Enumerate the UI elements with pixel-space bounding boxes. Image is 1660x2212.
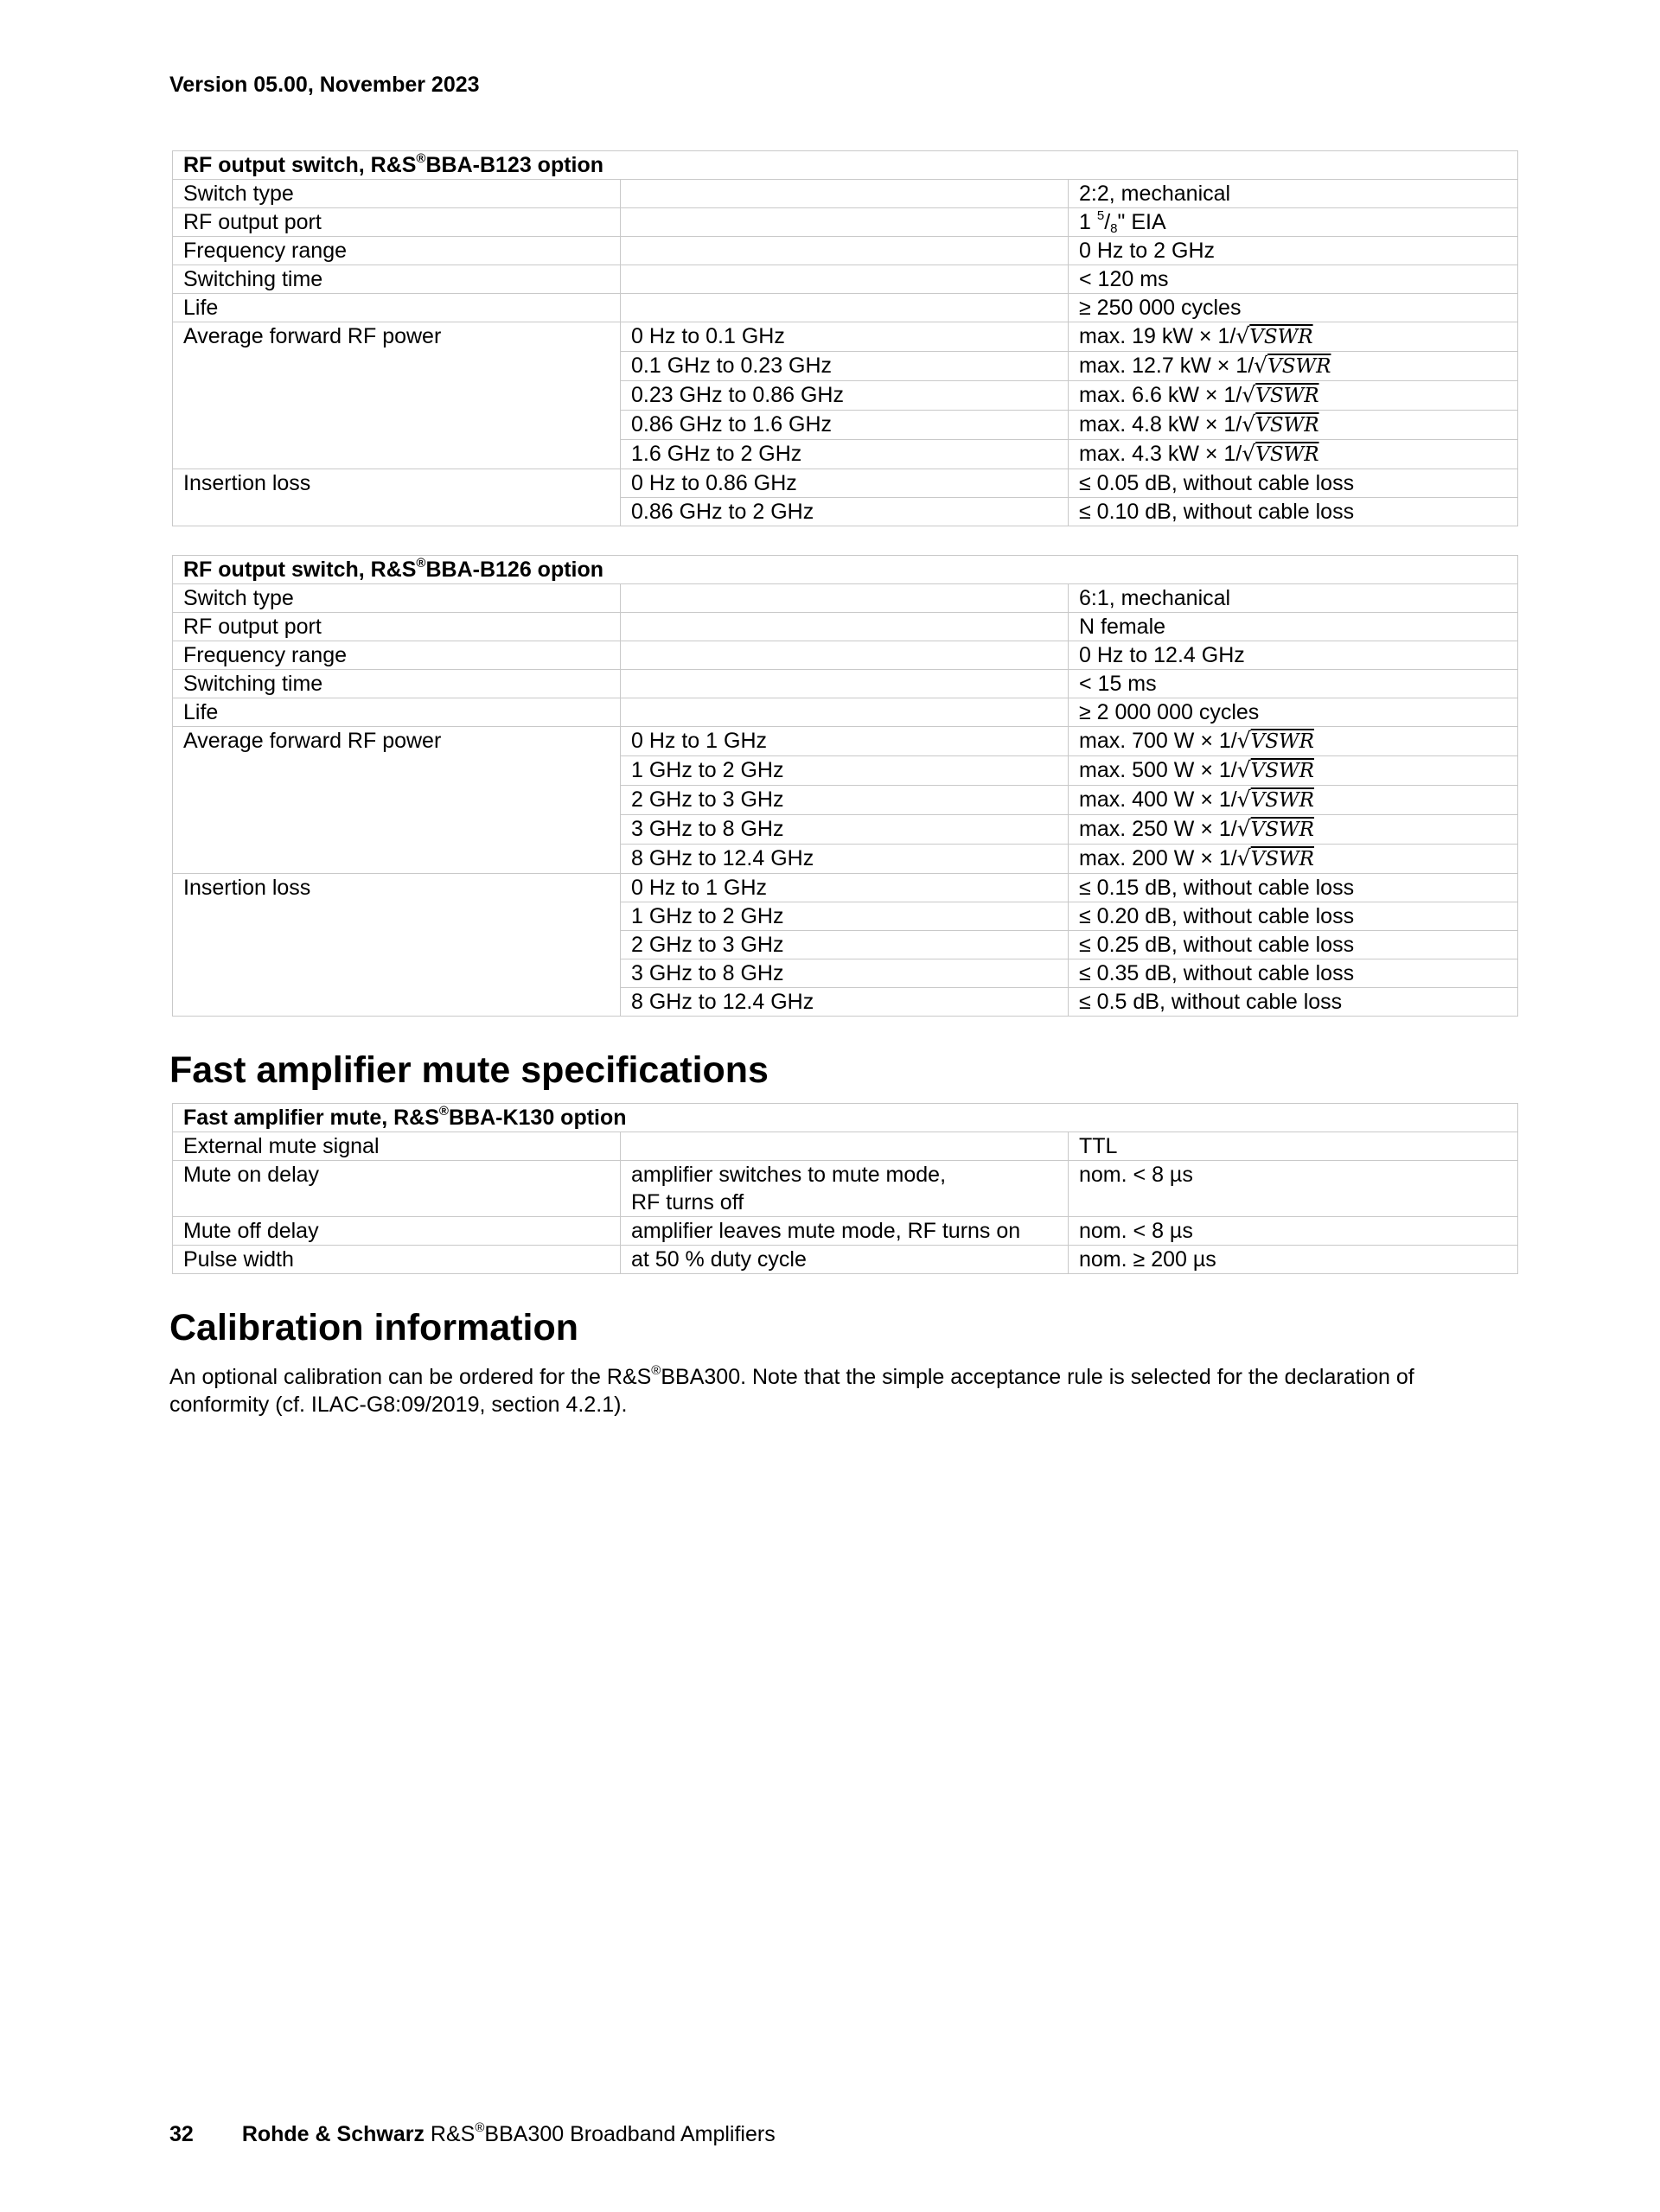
- row-label: Switch type: [173, 180, 621, 208]
- row-value: nom. ≥ 200 µs: [1069, 1246, 1518, 1274]
- table-row: [173, 411, 1518, 440]
- table-title: Fast amplifier mute, R&S®BBA-K130 option: [173, 1104, 1518, 1132]
- row-label: Average forward RF power: [173, 727, 621, 756]
- table-row: [173, 498, 1518, 526]
- table-row: [173, 180, 1518, 208]
- row-value: max. 250 W × 1/√VSWR: [1069, 815, 1518, 845]
- row-label: Mute off delay: [173, 1217, 621, 1246]
- row-condition: 8 GHz to 12.4 GHz: [621, 988, 1069, 1017]
- spec-table-b126: [172, 555, 1518, 1017]
- section-heading-calibration: Calibration information: [169, 1307, 578, 1348]
- row-value: ≤ 0.15 dB, without cable loss: [1069, 874, 1518, 902]
- table-row: [173, 1217, 1518, 1246]
- section-heading-mute: Fast amplifier mute specifications: [169, 1049, 769, 1091]
- calibration-text: An optional calibration can be ordered for the R&S®BBA300. Note that the simple acceptance rule is selected for the declaration of conformity (cf. ILAC-G8:09/2019, section 4.2.1).: [169, 1363, 1414, 1417]
- row-label: Insertion loss: [173, 469, 621, 498]
- row-value: < 15 ms: [1069, 670, 1518, 698]
- table-row: [173, 1132, 1518, 1161]
- row-value: ≤ 0.20 dB, without cable loss: [1069, 902, 1518, 931]
- table-row: [173, 237, 1518, 265]
- row-condition: 1 GHz to 2 GHz: [621, 902, 1069, 931]
- row-value: ≥ 250 000 cycles: [1069, 294, 1518, 322]
- table-row: [173, 988, 1518, 1017]
- table-title-row: [173, 151, 1518, 180]
- row-condition: 2 GHz to 3 GHz: [621, 786, 1069, 815]
- table-row: [173, 815, 1518, 845]
- row-condition: 1.6 GHz to 2 GHz: [621, 440, 1069, 469]
- document-version: Version 05.00, November 2023: [169, 73, 480, 97]
- row-value: max. 700 W × 1/√VSWR: [1069, 727, 1518, 756]
- row-label: Life: [173, 698, 621, 727]
- row-value: ≤ 0.5 dB, without cable loss: [1069, 988, 1518, 1017]
- table-title-row: [173, 1104, 1518, 1132]
- table-row: [173, 756, 1518, 786]
- row-value: 2:2, mechanical: [1069, 180, 1518, 208]
- row-value: max. 4.3 kW × 1/√VSWR: [1069, 440, 1518, 469]
- table-title: RF output switch, R&S®BBA-B126 option: [173, 556, 1518, 584]
- row-value: ≤ 0.25 dB, without cable loss: [1069, 931, 1518, 959]
- table-row: [173, 727, 1518, 756]
- row-condition: 3 GHz to 8 GHz: [621, 815, 1069, 845]
- row-condition: amplifier switches to mute mode, RF turns off: [621, 1161, 1069, 1217]
- row-value: max. 500 W × 1/√VSWR: [1069, 756, 1518, 786]
- row-value: nom. < 8 µs: [1069, 1161, 1518, 1217]
- table-row: [173, 352, 1518, 381]
- row-condition: 2 GHz to 3 GHz: [621, 931, 1069, 959]
- row-label: Frequency range: [173, 641, 621, 670]
- row-condition: 0.1 GHz to 0.23 GHz: [621, 352, 1069, 381]
- table-row: [173, 641, 1518, 670]
- row-value: max. 19 kW × 1/√VSWR: [1069, 322, 1518, 352]
- table-row: [173, 440, 1518, 469]
- row-label: Switching time: [173, 265, 621, 294]
- row-condition: amplifier leaves mute mode, RF turns on: [621, 1217, 1069, 1246]
- row-label: Switching time: [173, 670, 621, 698]
- row-label: External mute signal: [173, 1132, 621, 1161]
- row-condition: 1 GHz to 2 GHz: [621, 756, 1069, 786]
- row-condition: 0 Hz to 1 GHz: [621, 874, 1069, 902]
- spec-table-k130: [172, 1103, 1518, 1274]
- row-value: TTL: [1069, 1132, 1518, 1161]
- row-value: max. 200 W × 1/√VSWR: [1069, 845, 1518, 874]
- row-value: ≥ 2 000 000 cycles: [1069, 698, 1518, 727]
- row-value: 0 Hz to 12.4 GHz: [1069, 641, 1518, 670]
- row-value: 6:1, mechanical: [1069, 584, 1518, 613]
- table-row: [173, 959, 1518, 988]
- page-number: 32: [169, 2122, 194, 2146]
- row-value: 1 $^5/_8$" EIA: [1069, 208, 1518, 237]
- row-condition: 0.23 GHz to 0.86 GHz: [621, 381, 1069, 411]
- row-condition: 3 GHz to 8 GHz: [621, 959, 1069, 988]
- row-condition: 0 Hz to 0.86 GHz: [621, 469, 1069, 498]
- table-row: [173, 698, 1518, 727]
- row-value: max. 400 W × 1/√VSWR: [1069, 786, 1518, 815]
- row-label: RF output port: [173, 208, 621, 237]
- row-label: Frequency range: [173, 237, 621, 265]
- row-condition: 0.86 GHz to 2 GHz: [621, 498, 1069, 526]
- page-footer: 32 Rohde & Schwarz R&S®BBA300 Broadband Amplifiers: [169, 2120, 776, 2146]
- table-row: [173, 874, 1518, 902]
- row-label: Mute on delay: [173, 1161, 621, 1217]
- table-row: [173, 670, 1518, 698]
- row-condition: 8 GHz to 12.4 GHz: [621, 845, 1069, 874]
- table-row: [173, 265, 1518, 294]
- table-row: [173, 1161, 1518, 1217]
- row-value: ≤ 0.05 dB, without cable loss: [1069, 469, 1518, 498]
- row-condition: 0 Hz to 1 GHz: [621, 727, 1069, 756]
- table-row: [173, 322, 1518, 352]
- row-value: max. 6.6 kW × 1/√VSWR: [1069, 381, 1518, 411]
- row-value: 0 Hz to 2 GHz: [1069, 237, 1518, 265]
- table-row: [173, 294, 1518, 322]
- table-row: [173, 786, 1518, 815]
- row-label: Average forward RF power: [173, 322, 621, 352]
- row-label: Life: [173, 294, 621, 322]
- table-row: [173, 381, 1518, 411]
- table-row: [173, 613, 1518, 641]
- row-label: Switch type: [173, 584, 621, 613]
- row-label: RF output port: [173, 613, 621, 641]
- row-condition: 0 Hz to 0.1 GHz: [621, 322, 1069, 352]
- table-row: [173, 931, 1518, 959]
- table-title: RF output switch, R&S®BBA-B123 option: [173, 151, 1518, 180]
- table-row: [173, 584, 1518, 613]
- row-label: Insertion loss: [173, 874, 621, 902]
- row-value: max. 4.8 kW × 1/√VSWR: [1069, 411, 1518, 440]
- row-value: ≤ 0.35 dB, without cable loss: [1069, 959, 1518, 988]
- table-row: [173, 208, 1518, 237]
- row-condition: at 50 % duty cycle: [621, 1246, 1069, 1274]
- footer-brand: Rohde & Schwarz: [241, 2122, 425, 2146]
- row-value: ≤ 0.10 dB, without cable loss: [1069, 498, 1518, 526]
- table-row: [173, 902, 1518, 931]
- spec-table-b123: [172, 150, 1518, 526]
- row-value: max. 12.7 kW × 1/√VSWR: [1069, 352, 1518, 381]
- row-value: < 120 ms: [1069, 265, 1518, 294]
- table-row: [173, 1246, 1518, 1274]
- row-value: nom. < 8 µs: [1069, 1217, 1518, 1246]
- row-condition: 0.86 GHz to 1.6 GHz: [621, 411, 1069, 440]
- table-title-row: [173, 556, 1518, 584]
- table-row: [173, 845, 1518, 874]
- row-condition: [621, 1132, 1069, 1161]
- row-value: N female: [1069, 613, 1518, 641]
- row-label: Pulse width: [173, 1246, 621, 1274]
- table-row: [173, 469, 1518, 498]
